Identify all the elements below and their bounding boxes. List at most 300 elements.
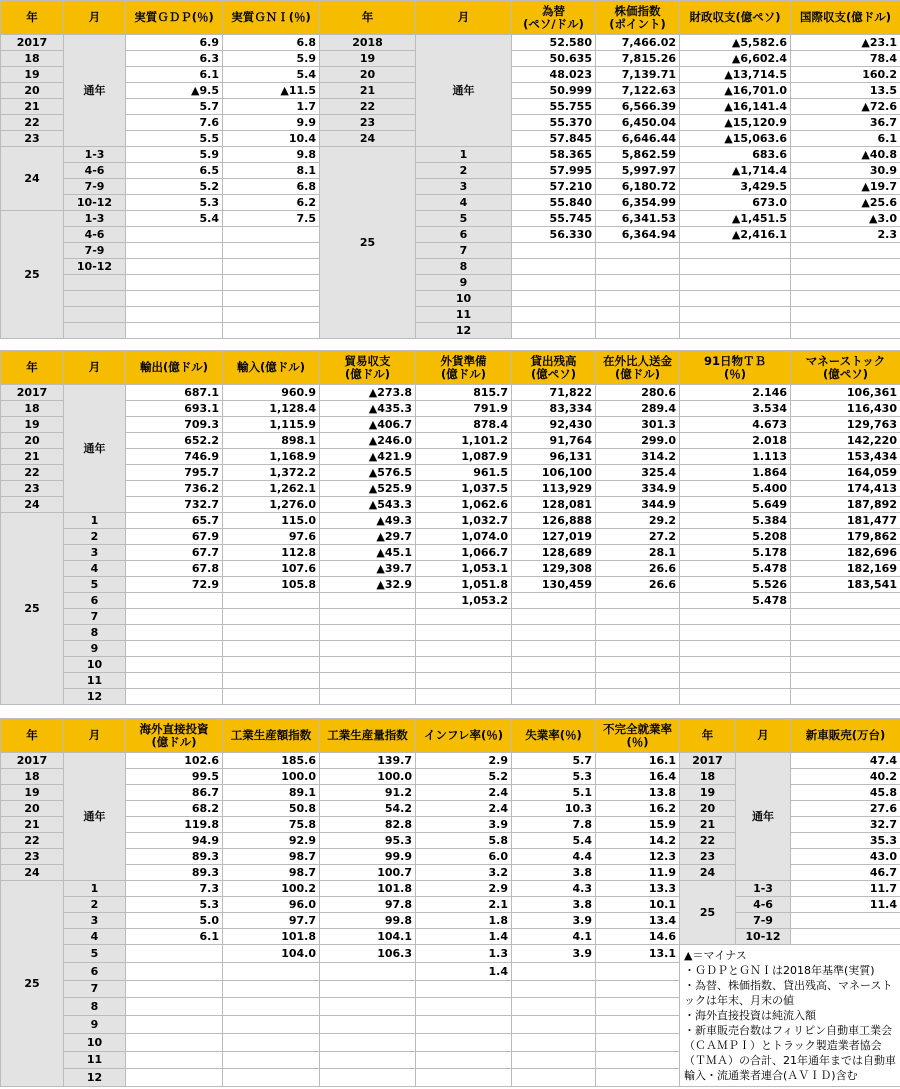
table-row: [1, 291, 900, 307]
value-cell: 6.0: [416, 849, 512, 865]
value-cell: 289.4: [596, 401, 680, 417]
value-cell: [416, 673, 512, 689]
header-cell: 年: [1, 351, 64, 385]
value-cell: [320, 1069, 416, 1087]
month-cell: 8: [416, 259, 512, 275]
value-cell: 13.3: [596, 881, 680, 897]
table-row: [1, 163, 900, 179]
value-cell: 11.9: [596, 865, 680, 881]
header-cell: 実質ＧＤＰ(％): [126, 1, 223, 35]
value-cell: 1,262.1: [223, 481, 320, 497]
value-cell: 91.2: [320, 785, 416, 801]
value-cell: 791.9: [416, 401, 512, 417]
value-cell: 898.1: [223, 433, 320, 449]
value-cell: 52.580: [512, 35, 596, 51]
month-cell: 3: [416, 179, 512, 195]
value-cell: [223, 625, 320, 641]
header-cell: 工業生産量指数: [320, 719, 416, 753]
value-cell: ▲29.7: [320, 529, 416, 545]
value-cell: [680, 625, 791, 641]
value-cell: 174,413: [791, 481, 900, 497]
value-cell: 732.7: [126, 497, 223, 513]
value-cell: [416, 625, 512, 641]
value-cell: 1,051.8: [416, 577, 512, 593]
period-cell: [64, 275, 126, 291]
value-cell: [126, 641, 223, 657]
value-cell: 6.1: [791, 131, 900, 147]
year-cell: 2018: [320, 35, 416, 51]
period-cell: [64, 323, 126, 339]
value-cell: 736.2: [126, 481, 223, 497]
gdp-fx-table: [0, 0, 900, 339]
month-cell: 4: [64, 561, 126, 577]
month-cell: 2: [416, 163, 512, 179]
value-cell: 5.400: [680, 481, 791, 497]
value-cell: 3,429.5: [680, 179, 791, 195]
value-cell: 89.1: [223, 785, 320, 801]
car-year-cell: 2017: [680, 753, 736, 769]
table-row: [1, 673, 900, 689]
value-cell: 6,354.99: [596, 195, 680, 211]
value-cell: ▲25.6: [791, 195, 900, 211]
value-cell: [512, 291, 596, 307]
header-cell: 年: [680, 719, 736, 753]
header-cell: 月: [736, 719, 791, 753]
value-cell: 75.8: [223, 817, 320, 833]
value-cell: [320, 657, 416, 673]
value-cell: 13.4: [596, 913, 680, 929]
value-cell: [680, 689, 791, 705]
value-cell: 7.8: [512, 817, 596, 833]
value-cell: 1.4: [416, 962, 512, 980]
value-cell: 1.7: [223, 99, 320, 115]
value-cell: [512, 641, 596, 657]
value-cell: ▲16,141.4: [680, 99, 791, 115]
period-cell: 4-6: [64, 227, 126, 243]
value-cell: ▲13,714.5: [680, 67, 791, 83]
period-cell: 1-3: [64, 211, 126, 227]
value-cell: 55.755: [512, 99, 596, 115]
period-cell: 7-9: [64, 179, 126, 195]
value-cell: 334.9: [596, 481, 680, 497]
value-cell: 5.2: [126, 179, 223, 195]
month-cell: 8: [64, 998, 126, 1016]
car-sales-cell: [791, 929, 900, 945]
header-cell: 月: [64, 1, 126, 35]
value-cell: 16.4: [596, 769, 680, 785]
value-cell: [320, 625, 416, 641]
value-cell: 5.7: [512, 753, 596, 769]
value-cell: ▲32.9: [320, 577, 416, 593]
table-row: [1, 307, 900, 323]
value-cell: 299.0: [596, 433, 680, 449]
year-group-label: 25: [320, 147, 416, 339]
value-cell: [512, 673, 596, 689]
value-cell: 6,180.72: [596, 179, 680, 195]
month-cell: 6: [416, 227, 512, 243]
period-cell: 10-12: [736, 929, 791, 945]
value-cell: 6.1: [126, 929, 223, 945]
value-cell: 100.0: [223, 769, 320, 785]
value-cell: [126, 259, 223, 275]
value-cell: 5.3: [126, 195, 223, 211]
value-cell: [320, 641, 416, 657]
value-cell: [416, 1033, 512, 1051]
note-line: ・為替、株価指数、貸出残高、マネーストックは年末、月末の値: [684, 979, 893, 1007]
value-cell: 67.8: [126, 561, 223, 577]
table-row: [1, 227, 900, 243]
value-cell: [416, 980, 512, 998]
header-cell: インフレ率(％): [416, 719, 512, 753]
value-cell: 78.4: [791, 51, 900, 67]
year-cell: 23: [1, 849, 64, 865]
year-cell: 21: [1, 449, 64, 465]
group-label: 通年: [64, 35, 126, 147]
month-cell: 9: [416, 275, 512, 291]
value-cell: 98.7: [223, 849, 320, 865]
value-cell: 7,466.02: [596, 35, 680, 51]
value-cell: 1,037.5: [416, 481, 512, 497]
value-cell: 3.9: [416, 817, 512, 833]
value-cell: [512, 1033, 596, 1051]
value-cell: 55.745: [512, 211, 596, 227]
value-cell: 119.8: [126, 817, 223, 833]
value-cell: [320, 1051, 416, 1069]
header-cell: 91日物ＴＢ (％): [680, 351, 791, 385]
period-cell: [64, 307, 126, 323]
table-row: [1, 195, 900, 211]
value-cell: 683.6: [680, 147, 791, 163]
value-cell: 82.8: [320, 817, 416, 833]
value-cell: 2.3: [791, 227, 900, 243]
year-cell: 18: [1, 769, 64, 785]
value-cell: 5.478: [680, 593, 791, 609]
value-cell: 94.9: [126, 833, 223, 849]
value-cell: [223, 1033, 320, 1051]
car-sales-cell: 11.7: [791, 881, 900, 897]
value-cell: 183,541: [791, 577, 900, 593]
value-cell: 6.2: [223, 195, 320, 211]
table-row: [1, 913, 900, 929]
header-cell: 年: [1, 1, 64, 35]
value-cell: 6.8: [223, 35, 320, 51]
value-cell: [126, 673, 223, 689]
value-cell: 9.8: [223, 147, 320, 163]
car-year-cell: 24: [680, 865, 736, 881]
value-cell: 5.384: [680, 513, 791, 529]
header-cell: 実質ＧＮＩ(％): [223, 1, 320, 35]
value-cell: [596, 593, 680, 609]
value-cell: [223, 227, 320, 243]
value-cell: ▲6,602.4: [680, 51, 791, 67]
year-cell: 2017: [1, 753, 64, 769]
value-cell: 128,081: [512, 497, 596, 513]
value-cell: ▲1,451.5: [680, 211, 791, 227]
header-cell: マネーストック (億ペソ): [791, 351, 900, 385]
header-row: [1, 351, 900, 385]
value-cell: [512, 307, 596, 323]
value-cell: [791, 259, 900, 275]
value-cell: 12.3: [596, 849, 680, 865]
value-cell: 1,101.2: [416, 433, 512, 449]
table-row: [1, 465, 900, 481]
period-cell: 7-9: [736, 913, 791, 929]
value-cell: 89.3: [126, 865, 223, 881]
value-cell: 92.9: [223, 833, 320, 849]
value-cell: [791, 641, 900, 657]
header-cell: 貿易収支 (億ドル): [320, 351, 416, 385]
value-cell: 1,074.0: [416, 529, 512, 545]
value-cell: 106,100: [512, 465, 596, 481]
month-cell: 9: [64, 641, 126, 657]
header-cell: 輸出(億ドル): [126, 351, 223, 385]
period-cell: 1-3: [736, 881, 791, 897]
value-cell: 100.2: [223, 881, 320, 897]
period-cell: 4-6: [64, 163, 126, 179]
value-cell: 961.5: [416, 465, 512, 481]
value-cell: 6,364.94: [596, 227, 680, 243]
value-cell: 325.4: [596, 465, 680, 481]
month-cell: 2: [64, 897, 126, 913]
value-cell: [126, 1051, 223, 1069]
table-row: [1, 657, 900, 673]
table-row: [1, 211, 900, 227]
table-row: [1, 545, 900, 561]
value-cell: [126, 291, 223, 307]
value-cell: 3.9: [512, 913, 596, 929]
value-cell: 7,139.71: [596, 67, 680, 83]
value-cell: 97.7: [223, 913, 320, 929]
value-cell: 2.018: [680, 433, 791, 449]
value-cell: [680, 641, 791, 657]
value-cell: [512, 657, 596, 673]
month-cell: 1: [416, 147, 512, 163]
table-row: [1, 753, 900, 769]
year-cell: 24: [1, 497, 64, 513]
value-cell: 15.9: [596, 817, 680, 833]
value-cell: [512, 998, 596, 1016]
value-cell: 4.673: [680, 417, 791, 433]
value-cell: 2.9: [416, 753, 512, 769]
value-cell: [680, 657, 791, 673]
table-row: [1, 561, 900, 577]
car-year-cell: 22: [680, 833, 736, 849]
value-cell: [512, 259, 596, 275]
value-cell: [223, 259, 320, 275]
value-cell: [680, 323, 791, 339]
header-cell: 年: [1, 719, 64, 753]
value-cell: [791, 275, 900, 291]
header-cell: 在外比人送金 (億ドル): [596, 351, 680, 385]
section-gdp-fx: [0, 0, 900, 350]
month-cell: 7: [64, 980, 126, 998]
value-cell: 5.0: [126, 913, 223, 929]
value-cell: 3.8: [512, 865, 596, 881]
table-row: [1, 689, 900, 705]
car-sales-cell: [791, 913, 900, 929]
value-cell: [512, 689, 596, 705]
value-cell: 960.9: [223, 385, 320, 401]
year-cell: 18: [1, 401, 64, 417]
table-row: [1, 243, 900, 259]
value-cell: [596, 1051, 680, 1069]
year-cell: 23: [320, 115, 416, 131]
value-cell: [320, 609, 416, 625]
value-cell: [223, 689, 320, 705]
value-cell: 6,566.39: [596, 99, 680, 115]
value-cell: ▲15,120.9: [680, 115, 791, 131]
value-cell: [680, 307, 791, 323]
table-row: [1, 385, 900, 401]
value-cell: 164,059: [791, 465, 900, 481]
trade-table: [0, 350, 900, 705]
value-cell: [791, 593, 900, 609]
table-row: [1, 433, 900, 449]
value-cell: [416, 689, 512, 705]
value-cell: 1.8: [416, 913, 512, 929]
value-cell: ▲525.9: [320, 481, 416, 497]
value-cell: 2.4: [416, 785, 512, 801]
value-cell: [596, 689, 680, 705]
value-cell: [223, 657, 320, 673]
value-cell: [596, 980, 680, 998]
value-cell: [223, 307, 320, 323]
year-cell: 20: [320, 67, 416, 83]
value-cell: 6.9: [126, 35, 223, 51]
month-cell: 6: [64, 962, 126, 980]
car-sales-cell: 11.4: [791, 897, 900, 913]
value-cell: [680, 243, 791, 259]
group-label: 通年: [416, 35, 512, 147]
month-cell: 10: [64, 657, 126, 673]
value-cell: 795.7: [126, 465, 223, 481]
value-cell: [126, 1069, 223, 1087]
value-cell: 6,646.44: [596, 131, 680, 147]
month-cell: 6: [64, 593, 126, 609]
value-cell: [791, 323, 900, 339]
value-cell: 7.3: [126, 881, 223, 897]
value-cell: 187,892: [791, 497, 900, 513]
value-cell: ▲246.0: [320, 433, 416, 449]
table-row: [1, 625, 900, 641]
value-cell: 5.526: [680, 577, 791, 593]
header-cell: 工業生産額指数: [223, 719, 320, 753]
value-cell: 102.6: [126, 753, 223, 769]
value-cell: [512, 243, 596, 259]
month-cell: 11: [416, 307, 512, 323]
value-cell: 6,450.04: [596, 115, 680, 131]
value-cell: 7,815.26: [596, 51, 680, 67]
value-cell: 71,822: [512, 385, 596, 401]
value-cell: [126, 1033, 223, 1051]
value-cell: ▲576.5: [320, 465, 416, 481]
value-cell: 50.8: [223, 801, 320, 817]
value-cell: 92,430: [512, 417, 596, 433]
value-cell: [416, 657, 512, 673]
month-cell: 12: [64, 689, 126, 705]
month-cell: 4: [416, 195, 512, 211]
value-cell: ▲273.8: [320, 385, 416, 401]
value-cell: [512, 609, 596, 625]
value-cell: [320, 1016, 416, 1034]
value-cell: [223, 641, 320, 657]
value-cell: ▲435.3: [320, 401, 416, 417]
value-cell: [126, 243, 223, 259]
value-cell: 26.6: [596, 577, 680, 593]
value-cell: [223, 275, 320, 291]
value-cell: ▲9.5: [126, 83, 223, 99]
value-cell: [126, 625, 223, 641]
table-row: [1, 929, 900, 945]
value-cell: [223, 1069, 320, 1087]
value-cell: 27.2: [596, 529, 680, 545]
value-cell: [126, 998, 223, 1016]
table-row: [1, 641, 900, 657]
table-row: [1, 609, 900, 625]
value-cell: 4.3: [512, 881, 596, 897]
period-cell: 7-9: [64, 243, 126, 259]
value-cell: 5.7: [126, 99, 223, 115]
value-cell: ▲40.8: [791, 147, 900, 163]
value-cell: 5.5: [126, 131, 223, 147]
year-cell: 20: [1, 801, 64, 817]
table-row: [1, 275, 900, 291]
value-cell: 878.4: [416, 417, 512, 433]
header-cell: 海外直接投資 (億ドル): [126, 719, 223, 753]
value-cell: 2.1: [416, 897, 512, 913]
value-cell: [320, 689, 416, 705]
header-cell: 輸入(億ドル): [223, 351, 320, 385]
value-cell: [596, 1016, 680, 1034]
value-cell: 5.3: [126, 897, 223, 913]
value-cell: 5.3: [512, 769, 596, 785]
value-cell: 57.995: [512, 163, 596, 179]
period-cell: 10-12: [64, 195, 126, 211]
value-cell: [126, 323, 223, 339]
month-cell: 5: [64, 945, 126, 963]
year-cell: 21: [1, 99, 64, 115]
value-cell: 67.7: [126, 545, 223, 561]
header-cell: 月: [416, 1, 512, 35]
value-cell: 314.2: [596, 449, 680, 465]
month-cell: 10: [416, 291, 512, 307]
value-cell: [416, 998, 512, 1016]
value-cell: 126,888: [512, 513, 596, 529]
car-sales-cell: 40.2: [791, 769, 900, 785]
table-row: [1, 323, 900, 339]
value-cell: 1.113: [680, 449, 791, 465]
value-cell: 1,276.0: [223, 497, 320, 513]
value-cell: ▲19.7: [791, 179, 900, 195]
value-cell: 142,220: [791, 433, 900, 449]
value-cell: 115.0: [223, 513, 320, 529]
value-cell: 36.7: [791, 115, 900, 131]
industry-table: [0, 718, 900, 1087]
value-cell: [680, 609, 791, 625]
value-cell: 96,131: [512, 449, 596, 465]
value-cell: 72.9: [126, 577, 223, 593]
value-cell: 83,334: [512, 401, 596, 417]
value-cell: [791, 243, 900, 259]
value-cell: 113,929: [512, 481, 596, 497]
value-cell: 99.5: [126, 769, 223, 785]
value-cell: [680, 673, 791, 689]
table-row: [1, 147, 900, 163]
value-cell: [512, 275, 596, 291]
value-cell: 86.7: [126, 785, 223, 801]
value-cell: [126, 275, 223, 291]
value-cell: 96.0: [223, 897, 320, 913]
